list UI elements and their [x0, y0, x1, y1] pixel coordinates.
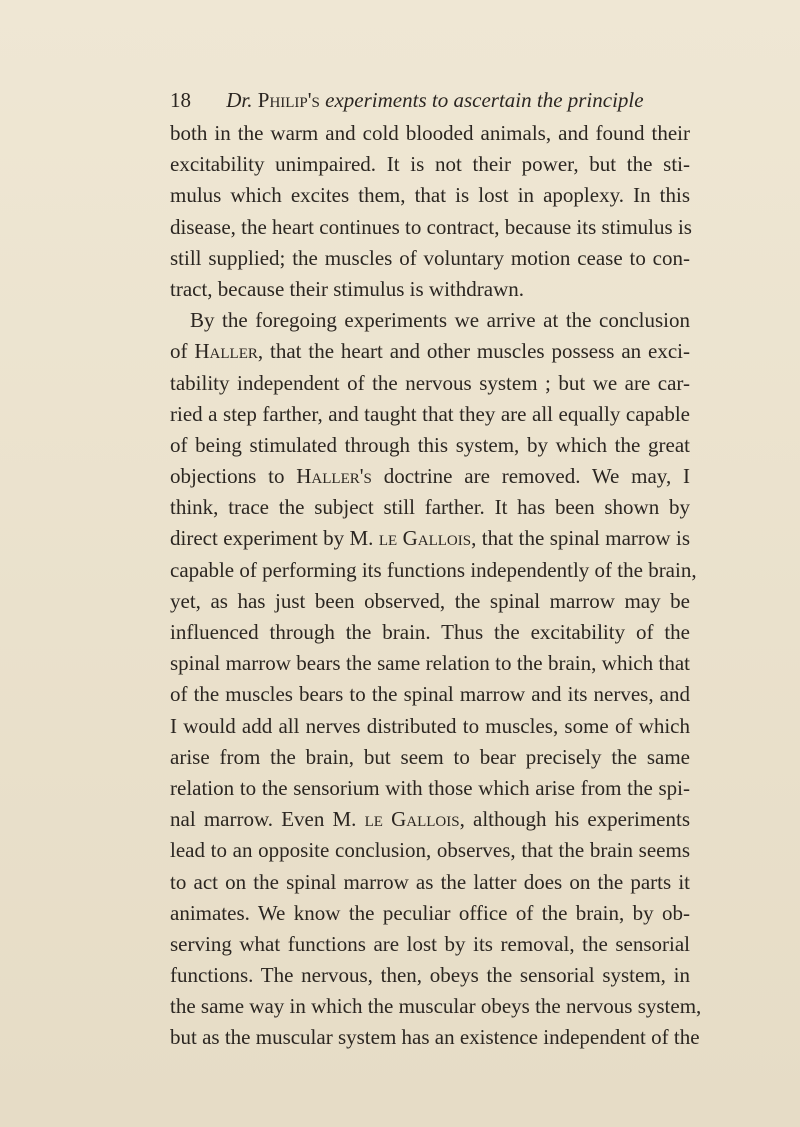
text-run: of the muscles bears to the spinal marrow and its nerves, and	[170, 682, 690, 707]
text-run: think, trace the subject still farther. It has been shown by	[170, 495, 690, 520]
text-run: , although his experiments	[459, 807, 690, 832]
header-title: experiments to ascertain the principle	[325, 88, 644, 112]
text-run: still supplied; the muscles of voluntary motion cease to con-	[170, 245, 690, 270]
text-run: tability independent of the nervous system ; but we are car-	[170, 370, 690, 395]
text-line	[170, 586, 690, 617]
text-line	[170, 243, 690, 274]
text-line	[170, 149, 690, 180]
text-line	[170, 274, 690, 305]
text-run: yet, as has just been observed, the spinal marrow may be	[170, 588, 690, 613]
text-run: both in the warm and cold blooded animals, and found their	[170, 121, 690, 145]
text-line	[170, 430, 690, 461]
text-line	[170, 212, 690, 243]
text-run: to act on the spinal marrow as the latter does on the parts it	[170, 869, 690, 894]
text-line	[170, 336, 690, 367]
text-line	[170, 523, 690, 554]
text-run: nal marrow. Even M.	[170, 807, 365, 832]
text-run: , that the spinal marrow is	[471, 526, 691, 551]
text-line	[170, 648, 690, 679]
text-line	[170, 305, 690, 336]
text-line	[170, 929, 690, 960]
text-line	[170, 461, 690, 492]
text-line	[170, 555, 697, 586]
text-run: of being stimulated through this system, by which the great	[170, 432, 690, 457]
text-line	[170, 118, 690, 149]
text-run: mulus which excites them, that is lost in apoplexy. In this	[170, 183, 690, 208]
text-run: By the foregoing experiments we arrive at the conclusion	[190, 308, 690, 333]
text-run: of	[170, 339, 195, 364]
running-header	[170, 86, 670, 114]
text-run: relation to the sensorium with those which arise from the spi-	[170, 775, 690, 800]
text-line	[170, 867, 690, 898]
text-run: functions. The nervous, then, obeys the sensorial system, in	[170, 963, 690, 988]
text-run: excitability unimpaired. It is not their power, but the sti-	[170, 152, 690, 177]
text-line	[170, 1022, 700, 1053]
text-run: but as the muscular system has an existence independent of the	[170, 1025, 700, 1050]
text-line	[170, 742, 690, 773]
text-line	[170, 492, 690, 523]
body-text	[170, 118, 702, 1054]
text-run: animates. We know the peculiar office of the brain, by ob-	[170, 900, 690, 925]
text-run: serving what functions are lost by its removal, the sensorial	[170, 931, 690, 956]
text-line	[170, 991, 702, 1022]
proper-name: le Gallois	[364, 807, 460, 832]
text-line	[170, 368, 690, 399]
text-run: , that the heart and other muscles possess an exci-	[257, 339, 690, 364]
page-number: 18	[170, 88, 191, 112]
text-run: doctrine are removed. We may, I	[371, 464, 690, 489]
text-run: direct experiment by M.	[170, 526, 379, 551]
text-run: disease, the heart continues to contract, because its stimulus is	[170, 214, 692, 239]
text-line	[170, 679, 690, 710]
text-run: arise from the brain, but seem to bear precisely the same	[170, 744, 690, 769]
text-line	[170, 804, 690, 835]
header-name: Philip's	[257, 88, 320, 112]
text-run: I would add all nerves distributed to muscles, some of which	[170, 713, 690, 738]
text-line	[170, 180, 690, 211]
text-run: capable of performing its functions independently of the brain,	[170, 557, 697, 582]
text-line	[170, 773, 690, 804]
text-line	[170, 711, 690, 742]
text-run: tract, because their stimulus is withdrawn.	[170, 276, 524, 301]
proper-name: Haller	[194, 339, 258, 364]
text-run: lead to an opposite conclusion, observes, that the brain seems	[170, 838, 690, 863]
text-run: spinal marrow bears the same relation to the brain, which that	[170, 651, 690, 676]
text-run: objections to	[170, 464, 297, 489]
text-line	[170, 617, 690, 648]
text-line	[170, 835, 690, 866]
text-run: influenced through the brain. Thus the excitability of the	[170, 620, 690, 644]
text-line	[170, 898, 690, 929]
proper-name: le Gallois	[378, 526, 472, 551]
text-line	[170, 960, 690, 991]
header-dr: Dr.	[226, 88, 253, 112]
text-run: the same way in which the muscular obeys the nervous system,	[170, 994, 702, 1019]
text-line	[170, 399, 690, 430]
text-run: ried a step farther, and taught that they are all equally capable	[170, 401, 690, 426]
proper-name: Haller's	[296, 464, 372, 489]
